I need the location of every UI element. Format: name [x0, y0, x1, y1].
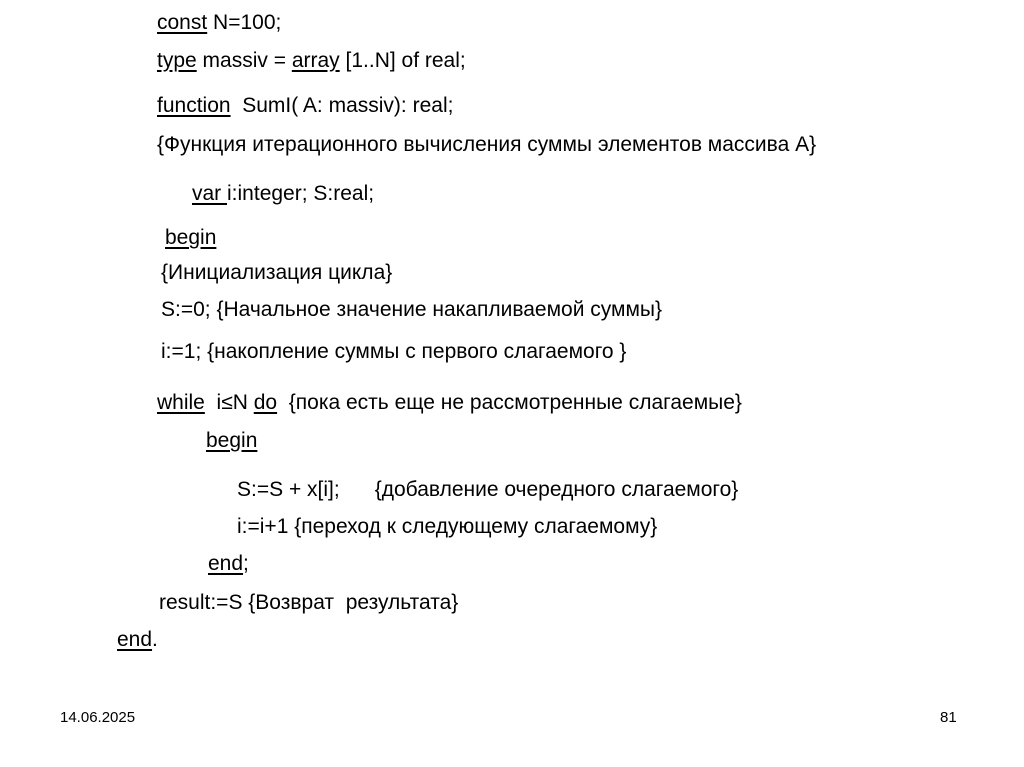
- code-line-while: [157, 390, 742, 416]
- code-line-increment: [237, 514, 657, 540]
- code-line-sum: [237, 477, 738, 503]
- code-line-const: [157, 10, 281, 36]
- keyword-begin: begin: [206, 429, 258, 452]
- code-line-var: [192, 181, 374, 207]
- code-comment: {Функция итерационного вычисления суммы элементов массива A}: [157, 133, 817, 156]
- code-text: .: [152, 628, 158, 651]
- code-text: S:=S + x[i]; {добавление очередного слагаемого}: [237, 478, 739, 501]
- code-line-s-init: [161, 297, 662, 323]
- keyword-type: type: [157, 49, 197, 72]
- footer-page-number: 81: [940, 709, 957, 726]
- code-line-end: [117, 627, 158, 653]
- code-text: i≤N: [204, 391, 254, 414]
- code-line-inner-end: [208, 551, 249, 577]
- code-comment: {Инициализация цикла}: [161, 261, 393, 284]
- keyword-function: function: [157, 94, 231, 117]
- code-text: i:=i+1 {переход к следующему слагаемому}: [237, 515, 658, 538]
- keyword-array: array: [291, 49, 340, 72]
- keyword-const: const: [157, 11, 208, 34]
- code-line-result: [159, 590, 458, 616]
- keyword-while: while: [157, 391, 205, 414]
- keyword-begin: begin: [165, 226, 217, 249]
- keyword-var: var: [192, 182, 228, 205]
- keyword-end: end: [208, 552, 244, 575]
- keyword-do: do: [253, 391, 278, 414]
- code-text: SumI( A: massiv): real;: [230, 94, 454, 117]
- code-text: S:=0; {Начальное значение накапливаемой суммы}: [161, 298, 663, 321]
- code-comment: {пока есть еще не рассмотренные слагаемые}: [277, 391, 742, 414]
- code-line-comment-function: [157, 132, 816, 158]
- code-text: N=100;: [207, 11, 282, 34]
- code-line-type: [157, 48, 466, 74]
- code-text: [1..N] of real;: [339, 49, 466, 72]
- code-text: result:=S {Возврат результата}: [159, 591, 459, 614]
- code-line-comment-init: [161, 260, 392, 286]
- code-line-inner-begin: [206, 428, 257, 454]
- code-line-begin: [165, 225, 216, 251]
- keyword-end: end: [117, 628, 153, 651]
- footer-date: 14.06.2025: [60, 709, 136, 726]
- code-line-function: [157, 93, 453, 119]
- code-text: massiv =: [196, 49, 292, 72]
- code-text: i:=1; {накопление суммы с первого слагаемого }: [161, 340, 627, 363]
- code-text: ;: [243, 552, 249, 575]
- code-text: i:integer; S:real;: [227, 182, 375, 205]
- code-line-i-init: [161, 339, 626, 365]
